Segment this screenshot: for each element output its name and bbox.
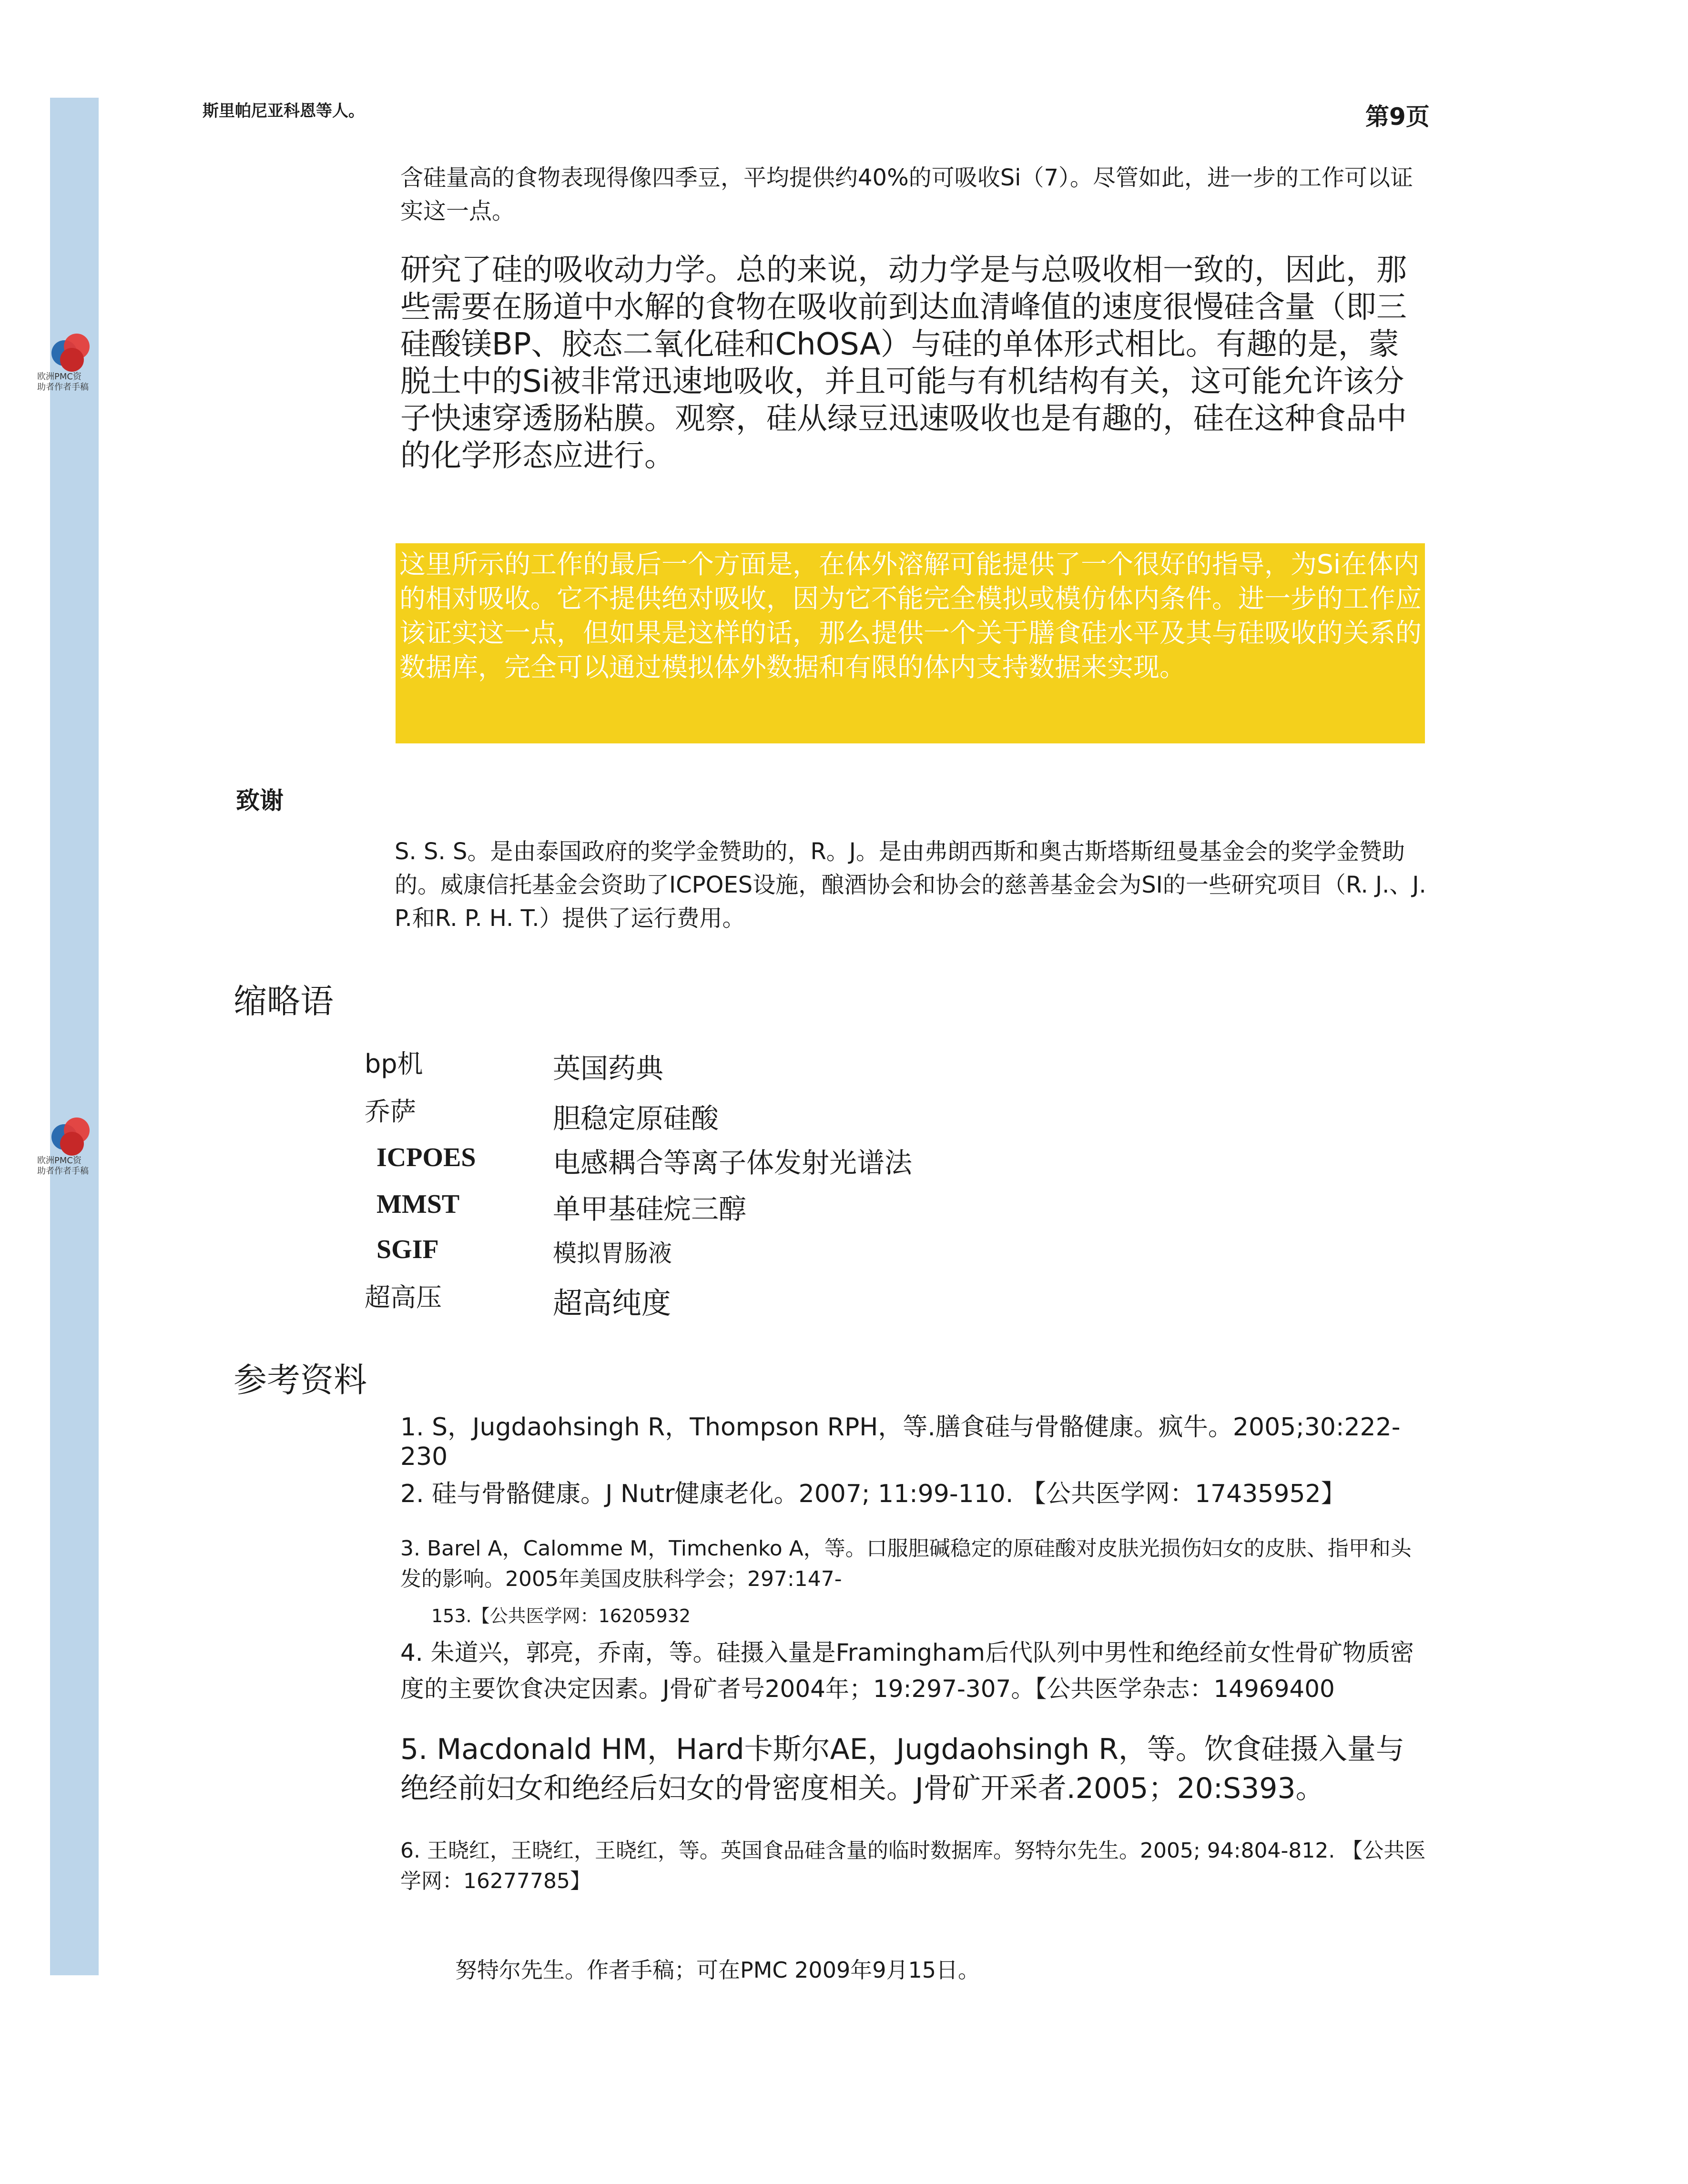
- abbreviation-term: bp机: [365, 1049, 423, 1079]
- logo-caption: 欧洲PMC资助者作者手稿: [37, 372, 89, 392]
- acknowledgements-text: S. S. S。是由泰国政府的奖学金赞助的，R。J。是由弗朗西斯和奥古斯塔斯纽曼基金会的奖学金赞助的。威康信托基金会资助了ICPOES设施，酿酒协会和协会的慈善基金会为SI的一些研究项目（R. J.、J. P.和R. P. H. T.）提供了运行费用。: [395, 838, 1426, 932]
- abbreviation-term: 乔萨: [365, 1097, 416, 1127]
- logo-caption: 欧洲PMC资助者作者手稿: [37, 1156, 89, 1176]
- body-paragraph-3-highlighted: 这里所示的工作的最后一个方面是，在体外溶解可能提供了一个很好的指导，为Si在体内的相对吸收。它不提供绝对吸收，因为它不能完全模拟或模仿体内条件。进一步的工作应该证实这一点，但如果是这样的话，那么提供一个关于膳食硅水平及其与硅吸收的关系的数据库，完全可以通过模拟体外数据和有限的体内支持数据来实现。: [399, 549, 1422, 682]
- body-paragraph-2: 研究了硅的吸收动力学。总的来说，动力学是与总吸收相一致的，因此，那些需要在肠道中水解的食物在吸收前到达血清峰值的速度很慢硅含量（即三硅酸镁BP、胶态二氧化硅和ChOSA）与硅的单体形式相比。有趣的是，蒙脱土中的Si被非常迅速地吸收，并且可能与有机结构有关，这可能允许该分子快速穿透肠粘膜。观察，硅从绿豆迅速吸收也是有趣的，硅在这种食品中的化学形态应进行。: [400, 253, 1407, 474]
- body-paragraph-1: 含硅量高的食物表现得像四季豆，平均提供约40%的可吸收Si（7）。尽管如此，进一步的工作可以证实这一点。: [400, 164, 1413, 224]
- abbreviation-term: SGIF: [376, 1235, 439, 1264]
- reference-item: 5. Macdonald HM，Hard卡斯尔AE，Jugdaohsingh R，等。饮食硅摄入量与绝经前妇女和绝经后妇女的骨密度相关。J骨矿开采者.2005；20:S393。: [400, 1733, 1404, 1805]
- references-heading: 参考资料: [234, 1361, 367, 1400]
- page-footer: 努特尔先生。作者手稿；可在PMC 2009年9月15日。: [455, 1957, 980, 1983]
- abbreviation-definition: 单甲基硅烷三醇: [553, 1193, 747, 1225]
- reference-item: 1. S，Jugdaohsingh R，Thompson RPH，等.膳食硅与骨骼健康。疯牛。2005;30:222-230: [400, 1413, 1401, 1471]
- reference-item: 4. 朱道兴，郭亮，乔南，等。硅摄入量是Framingham后代队列中男性和绝经前女性骨矿物质密度的主要饮食决定因素。J骨矿者号2004年；19:297-307。【公共医学杂志：14969400: [400, 1639, 1414, 1703]
- abbreviation-definition: 英国药典: [553, 1052, 664, 1085]
- abbreviations-heading: 缩略语: [234, 982, 334, 1021]
- europe-pmc-logo: [37, 1117, 99, 1177]
- europe-pmc-logo-icon: [51, 334, 90, 372]
- running-head: 斯里帕尼亚科恩等人。: [203, 102, 365, 121]
- abbreviation-term: ICPOES: [376, 1143, 476, 1172]
- reference-item-continuation: 153.【公共医学网：16205932: [431, 1605, 691, 1626]
- reference-item: 2. 硅与骨骼健康。J Nutr健康老化。2007; 11:99-110. 【公共医学网：17435952】: [400, 1480, 1346, 1508]
- reference-item: 3. Barel A，Calomme M，Timchenko A，等。口服胆碱稳定的原硅酸对皮肤光损伤妇女的皮肤、指甲和头发的影响。2005年美国皮肤科学会；297:147-: [400, 1536, 1412, 1591]
- acknowledgements-heading: 致谢: [236, 787, 284, 814]
- europe-pmc-logo: [37, 334, 99, 393]
- page-number: 第9页: [1365, 103, 1430, 131]
- abbreviation-definition: 模拟胃肠液: [553, 1239, 672, 1267]
- europe-pmc-logo-icon: [51, 1117, 90, 1156]
- abbreviation-term: MMST: [376, 1189, 460, 1219]
- abbreviation-term: 超高压: [365, 1282, 442, 1312]
- abbreviation-definition: 胆稳定原硅酸: [553, 1102, 719, 1135]
- abbreviation-definition: 电感耦合等离子体发射光谱法: [553, 1147, 913, 1179]
- reference-item: 6. 王晓红，王晓红，王晓红，等。英国食品硅含量的临时数据库。努特尔先生。2005; 94:804-812. 【公共医学网：16277785】: [400, 1839, 1426, 1893]
- abbreviation-definition: 超高纯度: [553, 1286, 671, 1321]
